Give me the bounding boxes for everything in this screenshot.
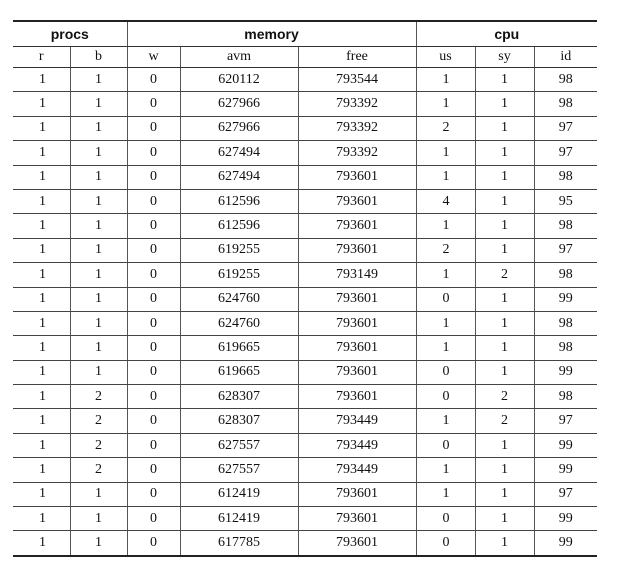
cell-b: 1 [70, 238, 127, 262]
cell-sy: 1 [475, 141, 534, 165]
cell-r: 1 [13, 482, 70, 506]
cell-b: 1 [70, 189, 127, 213]
cell-sy: 1 [475, 360, 534, 384]
cell-id: 99 [534, 531, 597, 556]
cell-b: 1 [70, 507, 127, 531]
cell-us: 0 [416, 507, 475, 531]
vmstat-table-container [13, 20, 597, 557]
cell-id: 97 [534, 482, 597, 506]
cell-sy: 1 [475, 116, 534, 140]
cell-avm: 612596 [180, 189, 298, 213]
cell-us: 2 [416, 116, 475, 140]
table-row [13, 531, 597, 556]
cell-w: 0 [127, 214, 180, 238]
cell-w: 0 [127, 68, 180, 92]
cell-id: 99 [534, 458, 597, 482]
cell-avm: 624760 [180, 311, 298, 335]
cell-b: 1 [70, 311, 127, 335]
cell-b: 2 [70, 433, 127, 457]
cell-avm: 612596 [180, 214, 298, 238]
cell-sy: 1 [475, 311, 534, 335]
cell-avm: 627966 [180, 116, 298, 140]
table-row [13, 458, 597, 482]
cell-id: 98 [534, 311, 597, 335]
table-row [13, 385, 597, 409]
group-header-row [13, 21, 597, 47]
cell-r: 1 [13, 433, 70, 457]
cell-r: 1 [13, 311, 70, 335]
cell-r: 1 [13, 531, 70, 556]
cell-free: 793601 [298, 214, 416, 238]
cell-us: 0 [416, 531, 475, 556]
cell-avm: 612419 [180, 482, 298, 506]
cell-avm: 628307 [180, 409, 298, 433]
cell-r: 1 [13, 507, 70, 531]
cell-r: 1 [13, 287, 70, 311]
group-header-memory: memory [127, 21, 416, 47]
cell-us: 1 [416, 263, 475, 287]
cell-free: 793544 [298, 68, 416, 92]
column-header-b: b [70, 47, 127, 68]
table-row [13, 482, 597, 506]
cell-b: 1 [70, 360, 127, 384]
cell-w: 0 [127, 92, 180, 116]
cell-free: 793601 [298, 507, 416, 531]
cell-w: 0 [127, 531, 180, 556]
cell-us: 0 [416, 360, 475, 384]
column-header-us: us [416, 47, 475, 68]
cell-avm: 620112 [180, 68, 298, 92]
cell-free: 793601 [298, 336, 416, 360]
column-header-row [13, 47, 597, 68]
cell-id: 97 [534, 409, 597, 433]
cell-r: 1 [13, 409, 70, 433]
table-row [13, 287, 597, 311]
table-row [13, 311, 597, 335]
cell-r: 1 [13, 360, 70, 384]
table-row [13, 141, 597, 165]
column-header-r: r [13, 47, 70, 68]
cell-id: 98 [534, 336, 597, 360]
cell-b: 2 [70, 409, 127, 433]
cell-b: 1 [70, 214, 127, 238]
cell-b: 2 [70, 458, 127, 482]
cell-us: 1 [416, 482, 475, 506]
table-header [13, 21, 597, 68]
cell-w: 0 [127, 433, 180, 457]
cell-b: 1 [70, 92, 127, 116]
cell-us: 1 [416, 311, 475, 335]
cell-us: 1 [416, 409, 475, 433]
cell-r: 1 [13, 68, 70, 92]
cell-sy: 1 [475, 68, 534, 92]
cell-b: 2 [70, 385, 127, 409]
cell-free: 793149 [298, 263, 416, 287]
cell-w: 0 [127, 238, 180, 262]
cell-b: 1 [70, 531, 127, 556]
cell-avm: 624760 [180, 287, 298, 311]
cell-r: 1 [13, 141, 70, 165]
cell-w: 0 [127, 141, 180, 165]
cell-free: 793601 [298, 311, 416, 335]
table-body [13, 68, 597, 556]
table-row [13, 507, 597, 531]
cell-free: 793601 [298, 238, 416, 262]
cell-us: 1 [416, 214, 475, 238]
cell-w: 0 [127, 507, 180, 531]
table-row [13, 189, 597, 213]
cell-id: 98 [534, 68, 597, 92]
cell-w: 0 [127, 409, 180, 433]
cell-free: 793601 [298, 287, 416, 311]
cell-sy: 1 [475, 531, 534, 556]
cell-free: 793601 [298, 531, 416, 556]
cell-w: 0 [127, 385, 180, 409]
cell-w: 0 [127, 458, 180, 482]
cell-id: 97 [534, 238, 597, 262]
cell-b: 1 [70, 482, 127, 506]
cell-r: 1 [13, 336, 70, 360]
cell-b: 1 [70, 68, 127, 92]
cell-id: 99 [534, 507, 597, 531]
column-header-id: id [534, 47, 597, 68]
cell-us: 1 [416, 68, 475, 92]
cell-free: 793601 [298, 360, 416, 384]
cell-sy: 1 [475, 458, 534, 482]
cell-us: 1 [416, 165, 475, 189]
cell-free: 793449 [298, 433, 416, 457]
cell-free: 793601 [298, 189, 416, 213]
cell-r: 1 [13, 458, 70, 482]
cell-sy: 2 [475, 409, 534, 433]
table-row [13, 409, 597, 433]
cell-w: 0 [127, 263, 180, 287]
table-row [13, 92, 597, 116]
cell-w: 0 [127, 482, 180, 506]
cell-w: 0 [127, 360, 180, 384]
cell-r: 1 [13, 263, 70, 287]
cell-free: 793601 [298, 482, 416, 506]
cell-avm: 619255 [180, 263, 298, 287]
cell-sy: 1 [475, 92, 534, 116]
column-header-free: free [298, 47, 416, 68]
cell-sy: 1 [475, 482, 534, 506]
cell-id: 98 [534, 385, 597, 409]
cell-id: 98 [534, 165, 597, 189]
cell-b: 1 [70, 165, 127, 189]
table-row [13, 214, 597, 238]
cell-sy: 1 [475, 507, 534, 531]
cell-sy: 1 [475, 433, 534, 457]
cell-id: 99 [534, 360, 597, 384]
table-row [13, 336, 597, 360]
cell-us: 0 [416, 433, 475, 457]
cell-avm: 627494 [180, 165, 298, 189]
cell-sy: 1 [475, 238, 534, 262]
cell-free: 793392 [298, 141, 416, 165]
cell-us: 1 [416, 458, 475, 482]
cell-b: 1 [70, 116, 127, 140]
cell-w: 0 [127, 287, 180, 311]
cell-r: 1 [13, 238, 70, 262]
cell-us: 1 [416, 92, 475, 116]
cell-id: 97 [534, 141, 597, 165]
cell-free: 793392 [298, 116, 416, 140]
cell-id: 99 [534, 433, 597, 457]
cell-avm: 619255 [180, 238, 298, 262]
cell-r: 1 [13, 92, 70, 116]
table-row [13, 433, 597, 457]
cell-id: 99 [534, 287, 597, 311]
table-row [13, 238, 597, 262]
cell-avm: 612419 [180, 507, 298, 531]
cell-id: 98 [534, 92, 597, 116]
cell-r: 1 [13, 165, 70, 189]
cell-avm: 617785 [180, 531, 298, 556]
cell-r: 1 [13, 214, 70, 238]
cell-avm: 619665 [180, 336, 298, 360]
group-header-cpu: cpu [416, 21, 597, 47]
column-header-w: w [127, 47, 180, 68]
cell-w: 0 [127, 165, 180, 189]
cell-avm: 627557 [180, 433, 298, 457]
column-header-avm: avm [180, 47, 298, 68]
cell-sy: 1 [475, 287, 534, 311]
cell-sy: 1 [475, 165, 534, 189]
cell-us: 1 [416, 141, 475, 165]
cell-w: 0 [127, 189, 180, 213]
cell-w: 0 [127, 116, 180, 140]
vmstat-table [13, 20, 597, 557]
cell-b: 1 [70, 263, 127, 287]
cell-r: 1 [13, 189, 70, 213]
table-row [13, 360, 597, 384]
table-row [13, 165, 597, 189]
cell-w: 0 [127, 311, 180, 335]
cell-us: 2 [416, 238, 475, 262]
cell-sy: 1 [475, 336, 534, 360]
cell-b: 1 [70, 141, 127, 165]
cell-us: 0 [416, 287, 475, 311]
cell-b: 1 [70, 287, 127, 311]
cell-id: 97 [534, 116, 597, 140]
cell-id: 98 [534, 263, 597, 287]
cell-id: 95 [534, 189, 597, 213]
cell-us: 1 [416, 336, 475, 360]
cell-free: 793449 [298, 409, 416, 433]
cell-avm: 627966 [180, 92, 298, 116]
column-header-sy: sy [475, 47, 534, 68]
cell-free: 793449 [298, 458, 416, 482]
table-row [13, 68, 597, 92]
cell-free: 793392 [298, 92, 416, 116]
cell-free: 793601 [298, 165, 416, 189]
cell-r: 1 [13, 116, 70, 140]
cell-id: 98 [534, 214, 597, 238]
cell-sy: 2 [475, 263, 534, 287]
cell-sy: 2 [475, 385, 534, 409]
cell-free: 793601 [298, 385, 416, 409]
table-row [13, 116, 597, 140]
cell-avm: 627494 [180, 141, 298, 165]
cell-sy: 1 [475, 214, 534, 238]
cell-avm: 619665 [180, 360, 298, 384]
cell-w: 0 [127, 336, 180, 360]
table-row [13, 263, 597, 287]
cell-b: 1 [70, 336, 127, 360]
cell-sy: 1 [475, 189, 534, 213]
cell-us: 4 [416, 189, 475, 213]
cell-avm: 627557 [180, 458, 298, 482]
group-header-procs: procs [13, 21, 127, 47]
cell-r: 1 [13, 385, 70, 409]
cell-us: 0 [416, 385, 475, 409]
cell-avm: 628307 [180, 385, 298, 409]
